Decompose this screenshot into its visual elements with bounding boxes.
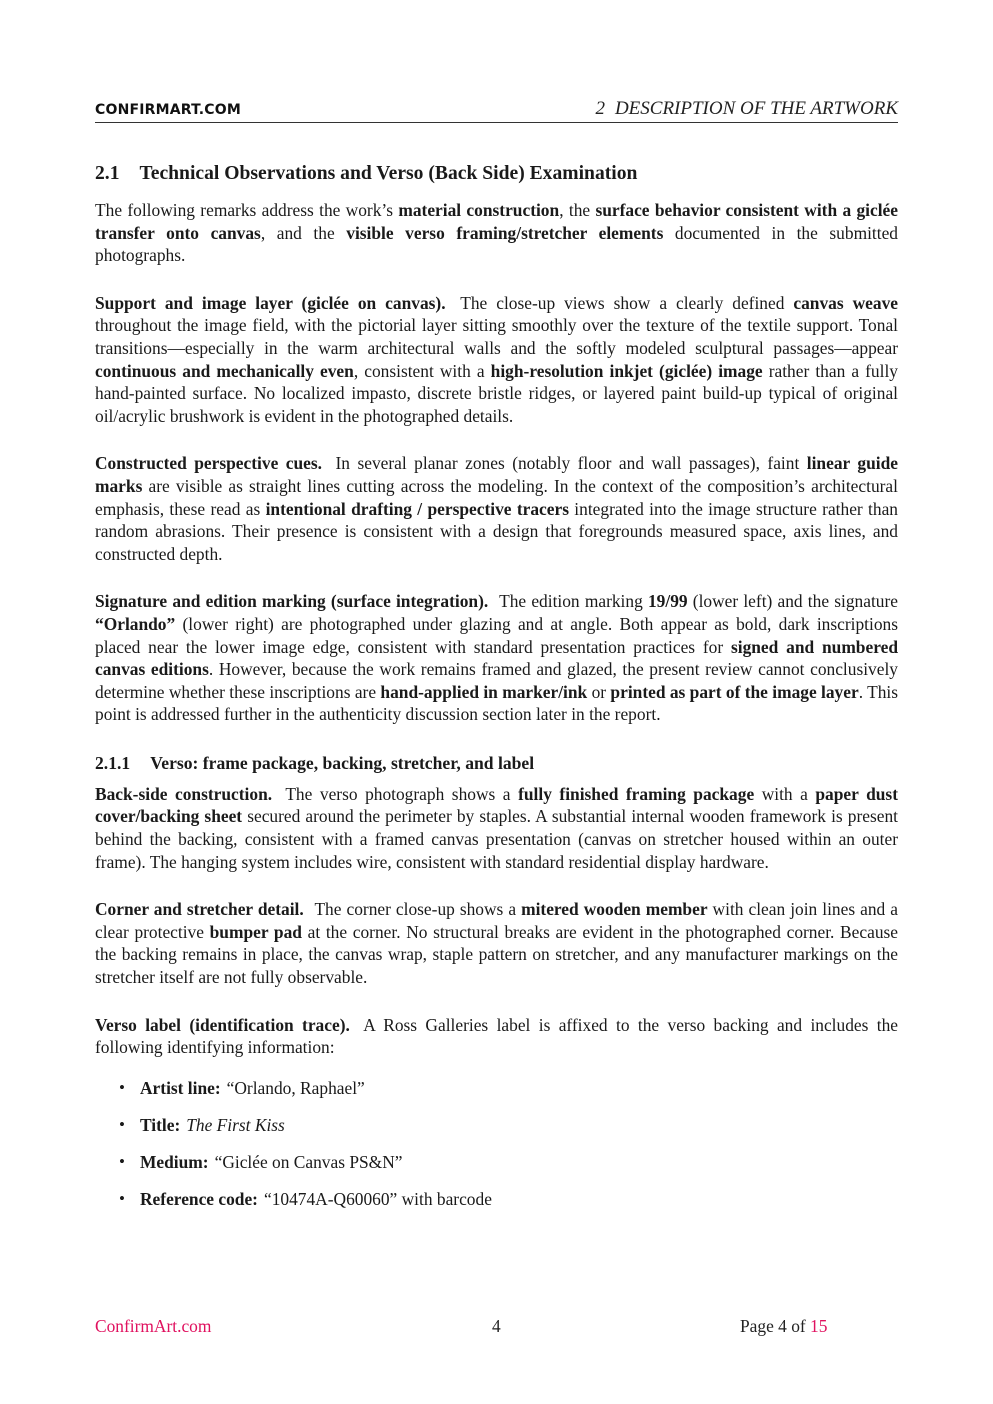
corner-text-1: The corner close-up shows a xyxy=(314,899,522,920)
intro-text-4: documented in the submitted photographs. xyxy=(95,222,899,266)
perspective-bold-2: intentional drafting / perspective tracers xyxy=(265,498,569,519)
footer-site-link[interactable]: ConfirmArt.com xyxy=(95,1316,212,1336)
list-item xyxy=(95,1077,898,1100)
corner-heading: Corner and stretcher detail. xyxy=(95,899,304,920)
page-footer xyxy=(95,1316,898,1340)
corner-text-3: at the corner. No structural breaks are evident in the photographed corner. Because the backing remains in place, the canvas wrap, staple pattern on stretcher, and any manufacturer markings on the stretcher itself are not fully observable. xyxy=(95,921,898,988)
support-heading: Support and image layer (giclée on canvas). xyxy=(95,292,446,313)
backside-paragraph xyxy=(95,783,898,873)
backside-bold-1: fully finished framing package xyxy=(518,783,755,804)
intro-text-2: , the xyxy=(559,200,596,220)
running-section-label: DESCRIPTION OF THE ARTWORK xyxy=(614,98,898,119)
signature-bold-1: 19/99 xyxy=(647,591,688,612)
support-text-2: throughout the image field, with the pictorial layer sitting smoothly over the texture of the textile support. Tonal transitions—especially in the warm architectural walls and the softly modeled sculptural passages—appear xyxy=(95,315,898,358)
signature-text-1: The edition marking xyxy=(499,591,648,612)
signature-heading: Signature and edition marking (surface integration). xyxy=(95,591,489,612)
section-title: Technical Observations and Verso (Back Side) Examination xyxy=(139,163,638,184)
running-header xyxy=(95,98,898,123)
list-item-label: Medium: xyxy=(140,1152,209,1173)
perspective-text-1: In several planar zones (notably floor and wall passages), faint xyxy=(335,453,807,474)
perspective-text-3: integrated into the image structure rather than random abrasions. Their presence is consistent with a design that foregrounds measured space, axis lines, and constructed depth. xyxy=(95,498,898,564)
signature-paragraph xyxy=(95,590,898,726)
subsection-number: 2.1.1 xyxy=(95,752,131,773)
verso-label-list xyxy=(95,1077,898,1211)
support-paragraph xyxy=(95,292,898,428)
footer-page-total-link[interactable]: 15 xyxy=(810,1316,828,1336)
support-text-4: rather than a fully hand-painted surface. No localized impasto, discrete bristle ridges, or layered paint build-up typical of original oil/acrylic brushwork is evident in the photographed details. xyxy=(95,360,898,426)
section-heading xyxy=(95,160,898,188)
perspective-bold-1: linear guide marks xyxy=(95,453,898,496)
verso-label-heading: Verso label (identification trace). xyxy=(95,1014,350,1035)
section-number: 2.1 xyxy=(95,163,120,184)
intro-text-1: The following remarks address the work’s xyxy=(95,200,399,220)
backside-heading: Back-side construction. xyxy=(95,783,273,804)
running-section-number: 2 xyxy=(595,98,605,119)
intro-paragraph xyxy=(95,199,898,267)
corner-bold-1: mitered wooden member xyxy=(521,899,708,920)
list-item-value: “10474A-Q60060” with barcode xyxy=(263,1189,492,1210)
list-item xyxy=(95,1114,898,1137)
list-item xyxy=(95,1188,898,1211)
signature-text-4: . However, because the work remains framed and glazed, the present review cannot conclusively determine whether these inscriptions are xyxy=(95,659,898,702)
backside-text-1: The verso photograph shows a xyxy=(285,783,519,804)
subsection-heading xyxy=(95,751,898,775)
brand-logo: CONFIRMART.COM xyxy=(95,102,242,118)
footer-page-prefix: Page 4 of xyxy=(740,1316,811,1336)
list-item xyxy=(95,1151,898,1174)
list-item-label: Reference code: xyxy=(140,1189,258,1210)
support-text-1: The close-up views show a clearly defined xyxy=(460,292,794,313)
backside-text-2: with a xyxy=(754,783,816,804)
corner-text-2: with clean join lines and a clear protective xyxy=(95,899,898,942)
signature-text-6: . This point is addressed further in the authenticity discussion section later in the report. xyxy=(95,681,898,725)
signature-text-2: (lower left) and the signature xyxy=(687,591,898,612)
verso-label-paragraph xyxy=(95,1014,898,1059)
intro-text-3: , and the xyxy=(260,222,347,243)
intro-bold-2: surface behavior consistent with a giclée transfer onto canvas xyxy=(95,200,898,243)
subsection-title: Verso: frame package, backing, stretcher, and label xyxy=(150,752,535,773)
verso-label-text: A Ross Galleries label is affixed to the verso backing and includes the following identifying information: xyxy=(95,1014,899,1058)
support-bold-2: continuous and mechanically even xyxy=(95,360,354,381)
footer-page-indicator xyxy=(740,1316,827,1337)
list-item-value: “Giclée on Canvas PS&N” xyxy=(214,1152,403,1173)
running-section-title xyxy=(595,98,898,120)
list-item-value: The First Kiss xyxy=(186,1115,285,1135)
support-bold-3: high-resolution inkjet (giclée) image xyxy=(490,360,763,381)
support-bold-1: canvas weave xyxy=(793,292,898,313)
backside-bold-2: paper dust cover/backing sheet xyxy=(95,783,898,827)
page-body xyxy=(95,160,898,1226)
signature-bold-2: “Orlando” xyxy=(95,613,176,634)
footer-page-number: 4 xyxy=(492,1316,501,1336)
list-item-label: Title: xyxy=(140,1115,181,1135)
perspective-heading: Constructed perspective cues. xyxy=(95,453,322,474)
perspective-paragraph xyxy=(95,452,898,565)
corner-paragraph xyxy=(95,898,898,988)
backside-text-3: secured around the perimeter by staples. A substantial internal wooden framework is present behind the backing, consistent with a framed canvas presentation (canvas on stretcher housed within an outer frame). The hanging system includes wire, consistent with standard residential display hardware. xyxy=(95,806,898,872)
corner-bold-2: bumper pad xyxy=(209,921,302,942)
list-item-value: “Orlando, Raphael” xyxy=(226,1077,365,1098)
signature-bold-4: hand-applied in marker/ink xyxy=(380,681,588,702)
signature-text-5: or xyxy=(587,681,611,702)
signature-bold-5: printed as part of the image layer xyxy=(610,681,859,702)
intro-bold-1: material construction xyxy=(398,200,560,220)
signature-text-3: (lower right) are photographed under glazing and at angle. Both appear as bold, dark inscriptions placed near the lower image edge, consistent with standard presentation practices for xyxy=(95,613,898,657)
support-text-3: , consistent with a xyxy=(353,360,491,381)
perspective-text-2: are visible as straight lines cutting across the modeling. In the context of the composition’s architectural emphasis, these read as xyxy=(95,475,898,519)
list-item-label: Artist line: xyxy=(140,1077,221,1098)
signature-bold-3: signed and numbered canvas editions xyxy=(95,636,898,680)
intro-bold-3: visible verso framing/stretcher elements xyxy=(346,222,664,243)
